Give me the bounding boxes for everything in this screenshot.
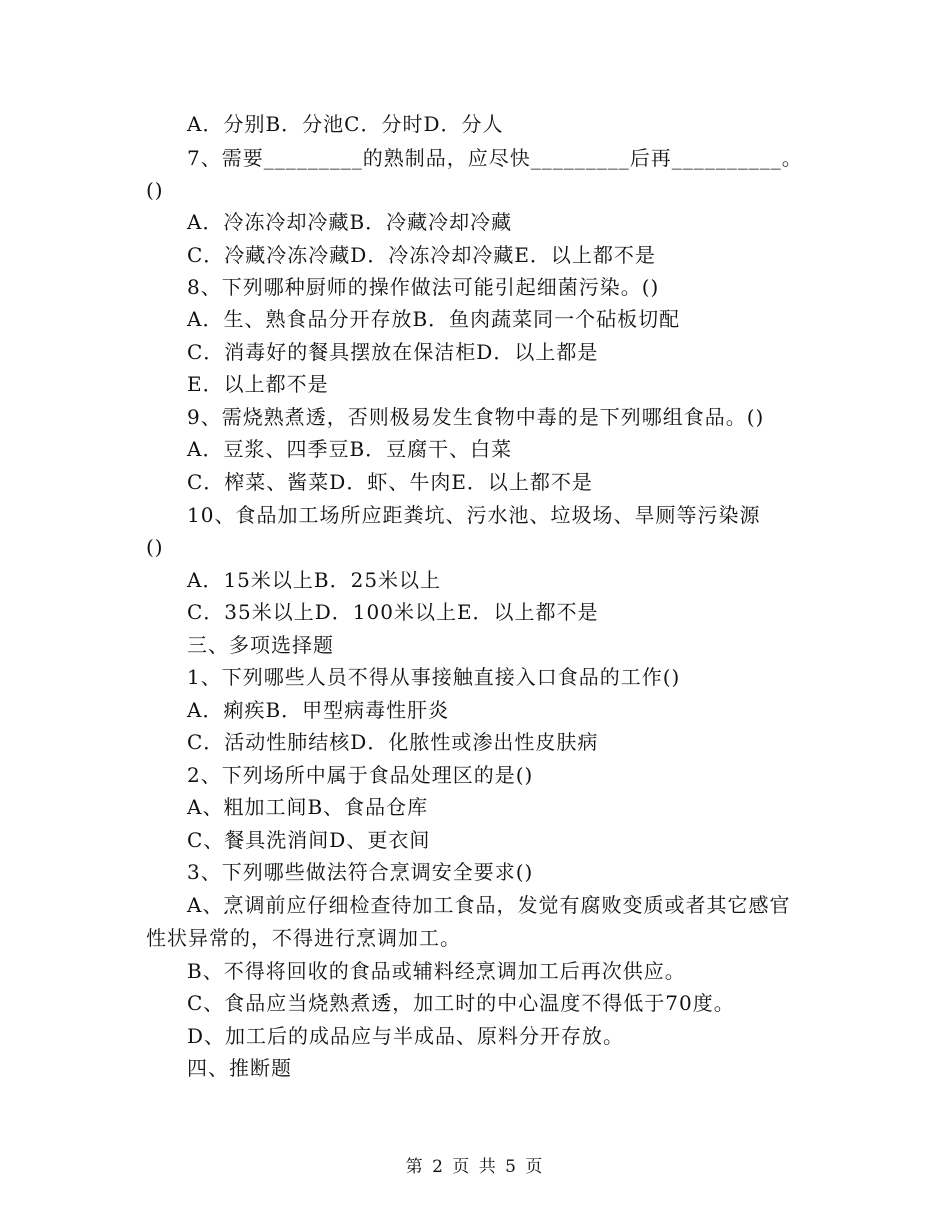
question-3: 3、下列哪些做法符合烹调安全要求()	[187, 860, 534, 884]
text-line: B、不得将回收的食品或辅料经烹调加工后再次供应。	[187, 959, 686, 983]
page-number-footer: 第 2 页 共 5 页	[405, 1157, 545, 1177]
question-10: 10、食品加工场所应距粪坑、污水池、垃圾场、旱厕等污染源	[187, 503, 761, 527]
text-line: ()	[146, 535, 164, 559]
text-line: A．分别B．分池C．分时D．分人	[187, 112, 504, 136]
text-line: C．35米以上D．100米以上E．以上都不是	[187, 600, 599, 624]
text-line: C．活动性肺结核D．化脓性或渗出性皮肤病	[187, 730, 599, 754]
text-line: A．15米以上B．25米以上	[187, 568, 442, 592]
question-1: 1、下列哪些人员不得从事接触直接入口食品的工作()	[187, 665, 681, 689]
text-line: E．以上都不是	[187, 372, 329, 396]
text-line: C、餐具洗消间D、更衣间	[187, 828, 431, 852]
question-2: 2、下列场所中属于食品处理区的是()	[187, 763, 534, 787]
text-line: A．冷冻冷却冷藏B．冷藏冷却冷藏	[187, 210, 513, 234]
text-line: C、食品应当烧熟煮透，加工时的中心温度不得低于70度。	[187, 991, 735, 1015]
text-line: A．豆浆、四季豆B．豆腐干、白菜	[187, 437, 513, 461]
question-8: 8、下列哪种厨师的操作做法可能引起细菌污染。()	[187, 275, 660, 299]
text-line: C．冷藏冷冻冷藏D．冷冻冷却冷藏E．以上都不是	[187, 243, 656, 267]
section-heading-multiple-choice: 三、多项选择题	[187, 633, 334, 657]
text-line: C．消毒好的餐具摆放在保洁柜D．以上都是	[187, 340, 599, 364]
text-line: A、粗加工间B、食品仓库	[187, 795, 429, 819]
text-line: A．生、熟食品分开存放B．鱼肉蔬菜同一个砧板切配	[187, 307, 681, 331]
text-line: A．痢疾B．甲型病毒性肝炎	[187, 698, 450, 722]
text-line: A、烹调前应仔细检查待加工食品，发觉有腐败变质或者其它感官	[187, 893, 791, 917]
question-7: 7、需要_________的熟制品，应尽快_________后再__________。	[187, 146, 803, 170]
text-line: 性状异常的，不得进行烹调加工。	[146, 926, 461, 950]
text-line: D、加工后的成品应与半成品、原料分开存放。	[187, 1024, 625, 1048]
text-line: C．榨菜、酱菜D．虾、牛肉E．以上都不是	[187, 470, 593, 494]
text-line: ()	[146, 178, 164, 202]
section-heading-judgment: 四、推断题	[187, 1056, 292, 1080]
question-9: 9、需烧熟煮透，否则极易发生食物中毒的是下列哪组食品。()	[187, 405, 765, 429]
